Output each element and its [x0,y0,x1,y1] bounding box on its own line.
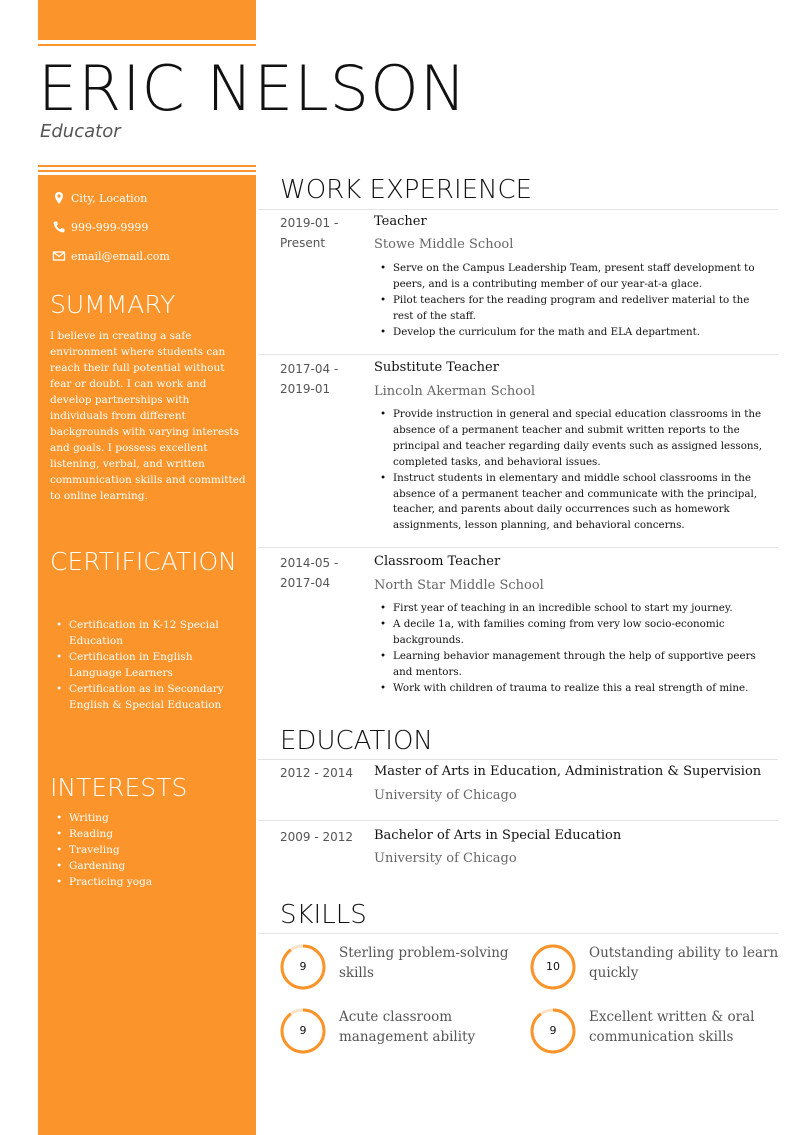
certification-list [56,617,246,713]
skills-heading: SKILLS [280,900,367,930]
skill-label: Acute classroom management ability [339,1009,476,1045]
education-heading: EDUCATION [280,726,433,756]
education-school: University of Chicago [374,788,517,803]
interest-item: • Traveling [56,842,246,858]
phone-text: 999-999-9999 [71,220,149,234]
certification-item: • Certification as in Secondary English & Special Education [56,681,246,713]
interests-list [56,810,246,890]
work-experience-heading: WORK EXPERIENCE [280,175,533,205]
education-degree: Bachelor of Arts in Special Education [374,828,622,843]
job-bullet: • Instruct students in elementary and middle school classrooms in the absence of a permanent teacher and communicate with the principal, teacher, and parents about daily occurrences such as homework assignments, lesson planning, and behavioral concerns. [380,471,765,535]
skill-score: 9 [299,1024,307,1037]
job-title: Teacher [374,214,427,229]
contact-phone [52,220,252,234]
job-bullet: • Pilot teachers for the reading program and redeliver material to the rest of the staff. [380,293,765,325]
work-heading-divider [258,209,778,210]
contact-email [52,249,252,263]
skill-item [529,943,779,997]
job-bullet: • Learning behavior management through the help of supportive peers and mentors. [380,649,765,681]
interest-item: • Practicing yoga [56,874,246,890]
job-bullets [380,601,765,696]
education-date: 2012 - 2014 [280,766,354,780]
job-bullets [380,407,765,534]
summary-text: I believe in creating a safe environment where students can reach their full potential without fear or doubt. I can work and develop partnerships with individuals from different backgrounds with varying interests and goals. I possess excellent listening, verbal, and written communication skills and committed to online learning. [50,330,246,502]
interest-item: • Gardening [56,858,246,874]
job-date: 2017-04 - 2019-01 [280,362,339,396]
job-title: Classroom Teacher [374,554,501,569]
job-date: 2019-01 - Present [280,216,339,250]
job-bullet: • Develop the curriculum for the math and ELA department. [380,325,765,341]
summary-heading: SUMMARY [50,290,176,319]
job-bullet: • A decile 1a, with families coming from very low socio-economic backgrounds. [380,617,765,649]
email-text: email@email.com [71,249,170,263]
interests-heading: INTERESTS [50,773,188,802]
phone-icon [52,220,66,234]
job-bullet: • First year of teaching in an incredible school to start my journey. [380,601,765,617]
job-bullet: • Serve on the Campus Leadership Team, present staff development to peers, and is a contributing member of our year-at-a glace. [380,261,765,293]
job-bullet: • Work with children of trauma to realize this a real strength of mine. [380,681,765,697]
certification-heading: CERTIFICATION [50,547,237,576]
certification-item: • Certification in K-12 Special Education [56,617,246,649]
interest-item: • Writing [56,810,246,826]
job-bullets [380,261,765,341]
location-pin-icon [52,191,66,205]
education-school: University of Chicago [374,851,517,866]
job-title: Substitute Teacher [374,360,499,375]
certification-item: • Certification in English Language Learners [56,649,246,681]
skills-heading-divider [258,933,778,934]
job-organization: Lincoln Akerman School [374,384,536,399]
interest-item: • Reading [56,826,246,842]
job-divider [258,547,778,548]
skill-score: 9 [299,960,307,973]
skill-item [279,1007,519,1061]
header-rule-top [38,44,256,46]
skill-label: Excellent written & oral communication skills [589,1009,755,1045]
job-divider [258,354,778,355]
header-rule-bottom-2 [38,170,256,172]
education-degree: Master of Arts in Education, Administration & Supervision [374,764,762,779]
job-organization: Stowe Middle School [374,237,514,252]
sidebar-top-bar [38,0,256,40]
skill-item [279,943,519,997]
sidebar [38,175,256,1135]
candidate-name: ERIC NELSON [38,52,468,125]
skill-label: Outstanding ability to learn quickly [589,945,779,981]
skill-score: 10 [546,960,560,973]
candidate-role: Educator [40,121,121,142]
job-bullet: • Provide instruction in general and special education classrooms in the absence of a permanent teacher and submit written reports to the principal and teacher regarding daily events such as assigned lessons, completed tasks, and behavioral issues. [380,407,765,471]
education-heading-divider [258,759,778,760]
education-date: 2009 - 2012 [280,830,354,844]
education-divider [258,820,778,821]
location-text: City, Location [71,191,148,205]
skill-label: Sterling problem-solving skills [339,945,509,981]
skill-score: 9 [549,1024,557,1037]
job-date: 2014-05 - 2017-04 [280,556,339,590]
envelope-icon [52,249,66,263]
skill-item [529,1007,769,1061]
job-organization: North Star Middle School [374,578,544,593]
header-rule-bottom [38,165,256,167]
contact-location [52,191,252,205]
